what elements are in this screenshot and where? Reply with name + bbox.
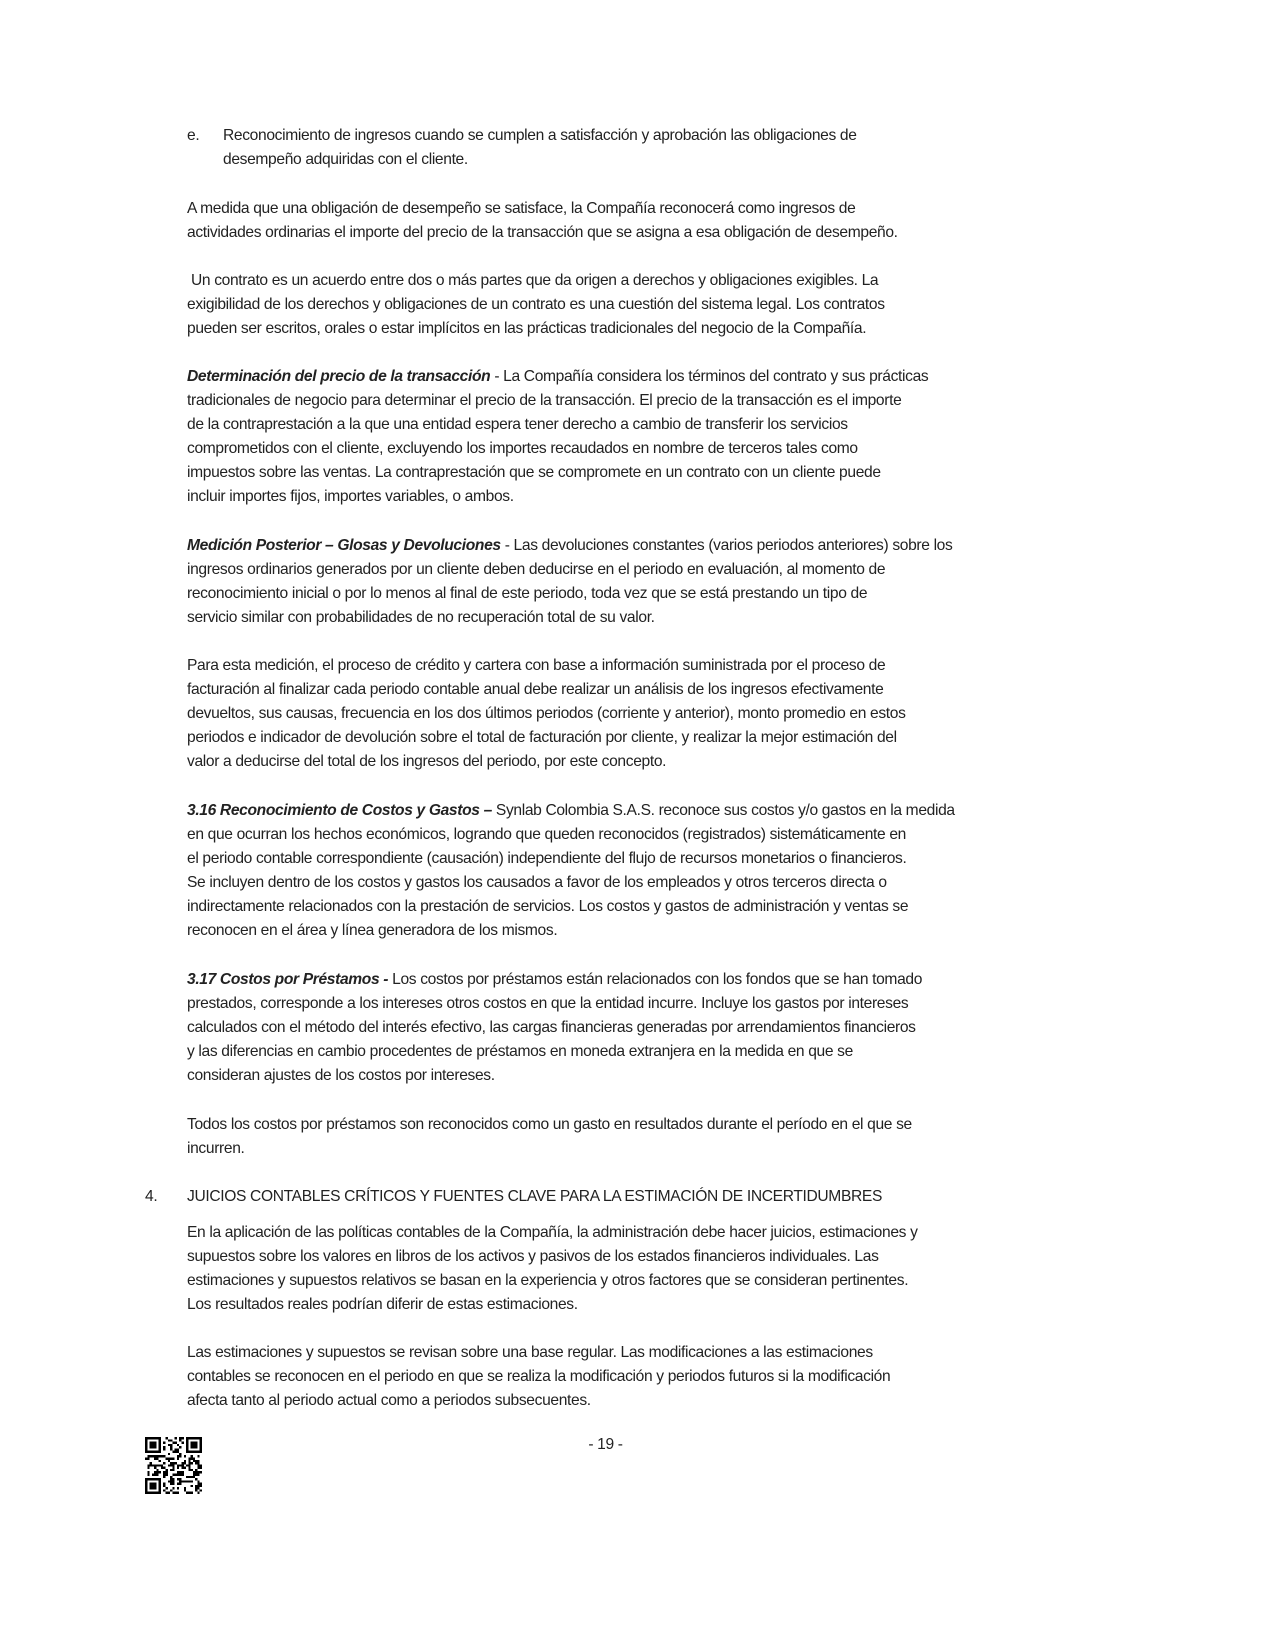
text-line: Todos los costos por préstamos son reconocidos como un gasto en resultados durante el período en el que se bbox=[187, 1116, 912, 1133]
text-line: En la aplicación de las políticas contables de la Compañía, la administración debe hacer juicios, estimaciones y bbox=[187, 1224, 918, 1241]
text-line: el periodo contable correspondiente (causación) independiente del flujo de recursos monetarios o financieros. bbox=[187, 850, 907, 867]
text-line: periodos e indicador de devolución sobre el total de facturación por cliente, y realizar la mejor estimación del bbox=[187, 729, 897, 746]
text-line: reconocimiento inicial o por lo menos al final de este periodo, toda vez que se está prestando un tipo de bbox=[187, 585, 868, 602]
text-line: servicio similar con probabilidades de no recuperación total de su valor. bbox=[187, 609, 655, 626]
text-run: Los costos por préstamos están relacionados con los fondos que se han tomado bbox=[388, 971, 923, 988]
paragraph bbox=[187, 365, 1087, 509]
text-line: incluir importes fijos, importes variables, o ambos. bbox=[187, 488, 514, 505]
text-run: Synlab Colombia S.A.S. reconoce sus costos y/o gastos en la medida bbox=[491, 802, 955, 819]
text-line: Las estimaciones y supuestos se revisan sobre una base regular. Las modificaciones a las estimaciones bbox=[187, 1344, 873, 1361]
text-line: contables se reconocen en el periodo en que se realiza la modificación y periodos futuros si la modificación bbox=[187, 1368, 891, 1385]
text-line bbox=[187, 799, 1087, 823]
section-title: JUICIOS CONTABLES CRÍTICOS Y FUENTES CLAVE PARA LA ESTIMACIÓN DE INCERTIDUMBRES bbox=[187, 1188, 883, 1205]
text-line: Un contrato es un acuerdo entre dos o más partes que da origen a derechos y obligaciones exigibles. La bbox=[187, 272, 879, 289]
text-line: comprometidos con el cliente, excluyendo los importes recaudados en nombre de terceros tales como bbox=[187, 440, 858, 457]
text-line: consideran ajustes de los costos por intereses. bbox=[187, 1067, 495, 1084]
section-number: 4. bbox=[145, 1188, 158, 1205]
text-line: tradicionales de negocio para determinar el precio de la transacción. El precio de la transacción es el importe bbox=[187, 392, 902, 409]
text-line: estimaciones y supuestos relativos se basan en la experiencia y otros factores que se consideran pertinentes. bbox=[187, 1272, 909, 1289]
text-line: en que ocurran los hechos económicos, logrando que queden reconocidos (registrados) sistemáticamente en bbox=[187, 826, 906, 843]
text-line: Los resultados reales podrían diferir de estas estimaciones. bbox=[187, 1296, 578, 1313]
text-line: ingresos ordinarios generados por un cliente deben deducirse en el periodo en evaluación, al momento de bbox=[187, 561, 886, 578]
qr-code-icon bbox=[145, 1437, 202, 1494]
text-line bbox=[187, 968, 1087, 992]
text-line: de la contraprestación a la que una entidad espera tener derecho a cambio de transferir los servicios bbox=[187, 416, 848, 433]
text-line bbox=[187, 534, 1087, 558]
text-line: devueltos, sus causas, frecuencia en los dos últimos periodos (corriente y anterior), monto promedio en estos bbox=[187, 705, 906, 722]
text-line: indirectamente relacionados con la prestación de servicios. Los costos y gastos de administración y ventas se bbox=[187, 898, 909, 915]
paragraph bbox=[187, 534, 1087, 630]
text-line: prestados, corresponde a los intereses otros costos en que la entidad incurre. Incluye los gastos por intereses bbox=[187, 995, 909, 1012]
text-line: calculados con el método del interés efectivo, las cargas financieras generadas por arrendamientos financieros bbox=[187, 1019, 916, 1036]
paragraph-lead: 3.16 Reconocimiento de Costos y Gastos – bbox=[187, 802, 492, 819]
page-number: - 19 - bbox=[588, 1436, 623, 1453]
text-line: afecta tanto al periodo actual como a periodos subsecuentes. bbox=[187, 1392, 591, 1409]
list-marker: e. bbox=[187, 127, 200, 144]
text-line: impuestos sobre las ventas. La contraprestación que se compromete en un contrato con un cliente puede bbox=[187, 464, 881, 481]
text-line: facturación al finalizar cada periodo contable anual debe realizar un análisis de los ingresos efectivamente bbox=[187, 681, 884, 698]
text-run: - Las devoluciones constantes (varios periodos anteriores) sobre los bbox=[500, 537, 953, 554]
text-line: reconocen en el área y línea generadora de los mismos. bbox=[187, 922, 558, 939]
paragraph bbox=[187, 1113, 1087, 1161]
text-line: Reconocimiento de ingresos cuando se cumplen a satisfacción y aprobación las obligaciones de bbox=[223, 127, 857, 144]
paragraph bbox=[187, 1221, 1087, 1317]
text-line: incurren. bbox=[187, 1140, 245, 1157]
text-line: pueden ser escritos, orales o estar implícitos en las prácticas tradicionales del negocio de la Compañía. bbox=[187, 320, 867, 337]
paragraph bbox=[187, 799, 1087, 943]
text-line: actividades ordinarias el importe del precio de la transacción que se asigna a esa obligación de desempeño. bbox=[187, 224, 898, 241]
paragraph-lead: Determinación del precio de la transacción bbox=[187, 368, 491, 385]
paragraph bbox=[187, 1341, 1087, 1413]
text-line: Se incluyen dentro de los costos y gastos los causados a favor de los empleados y otros terceros directa o bbox=[187, 874, 887, 891]
paragraph bbox=[187, 968, 1087, 1088]
paragraph-lead: 3.17 Costos por Préstamos - bbox=[187, 971, 389, 988]
paragraph bbox=[187, 197, 1087, 245]
text-line: Para esta medición, el proceso de crédito y cartera con base a información suministrada por el proceso de bbox=[187, 657, 886, 674]
section-heading bbox=[145, 1185, 882, 1209]
text-line: A medida que una obligación de desempeño se satisface, la Compañía reconocerá como ingresos de bbox=[187, 200, 856, 217]
text-run: - La Compañía considera los términos del contrato y sus prácticas bbox=[490, 368, 929, 385]
text-line: y las diferencias en cambio procedentes de préstamos en moneda extranjera en la medida en que se bbox=[187, 1043, 853, 1060]
text-line: exigibilidad de los derechos y obligaciones de un contrato es una cuestión del sistema legal. Los contratos bbox=[187, 296, 885, 313]
text-line bbox=[187, 365, 1087, 389]
text-line: desempeño adquiridas con el cliente. bbox=[223, 151, 468, 168]
paragraph bbox=[187, 654, 1087, 774]
paragraph-lead: Medición Posterior – Glosas y Devoluciones bbox=[187, 537, 501, 554]
text-line: supuestos sobre los valores en libros de los activos y pasivos de los estados financieros individuales. Las bbox=[187, 1248, 879, 1265]
paragraph bbox=[187, 269, 1087, 341]
text-line: valor a deducirse del total de los ingresos del periodo, por este concepto. bbox=[187, 753, 667, 770]
